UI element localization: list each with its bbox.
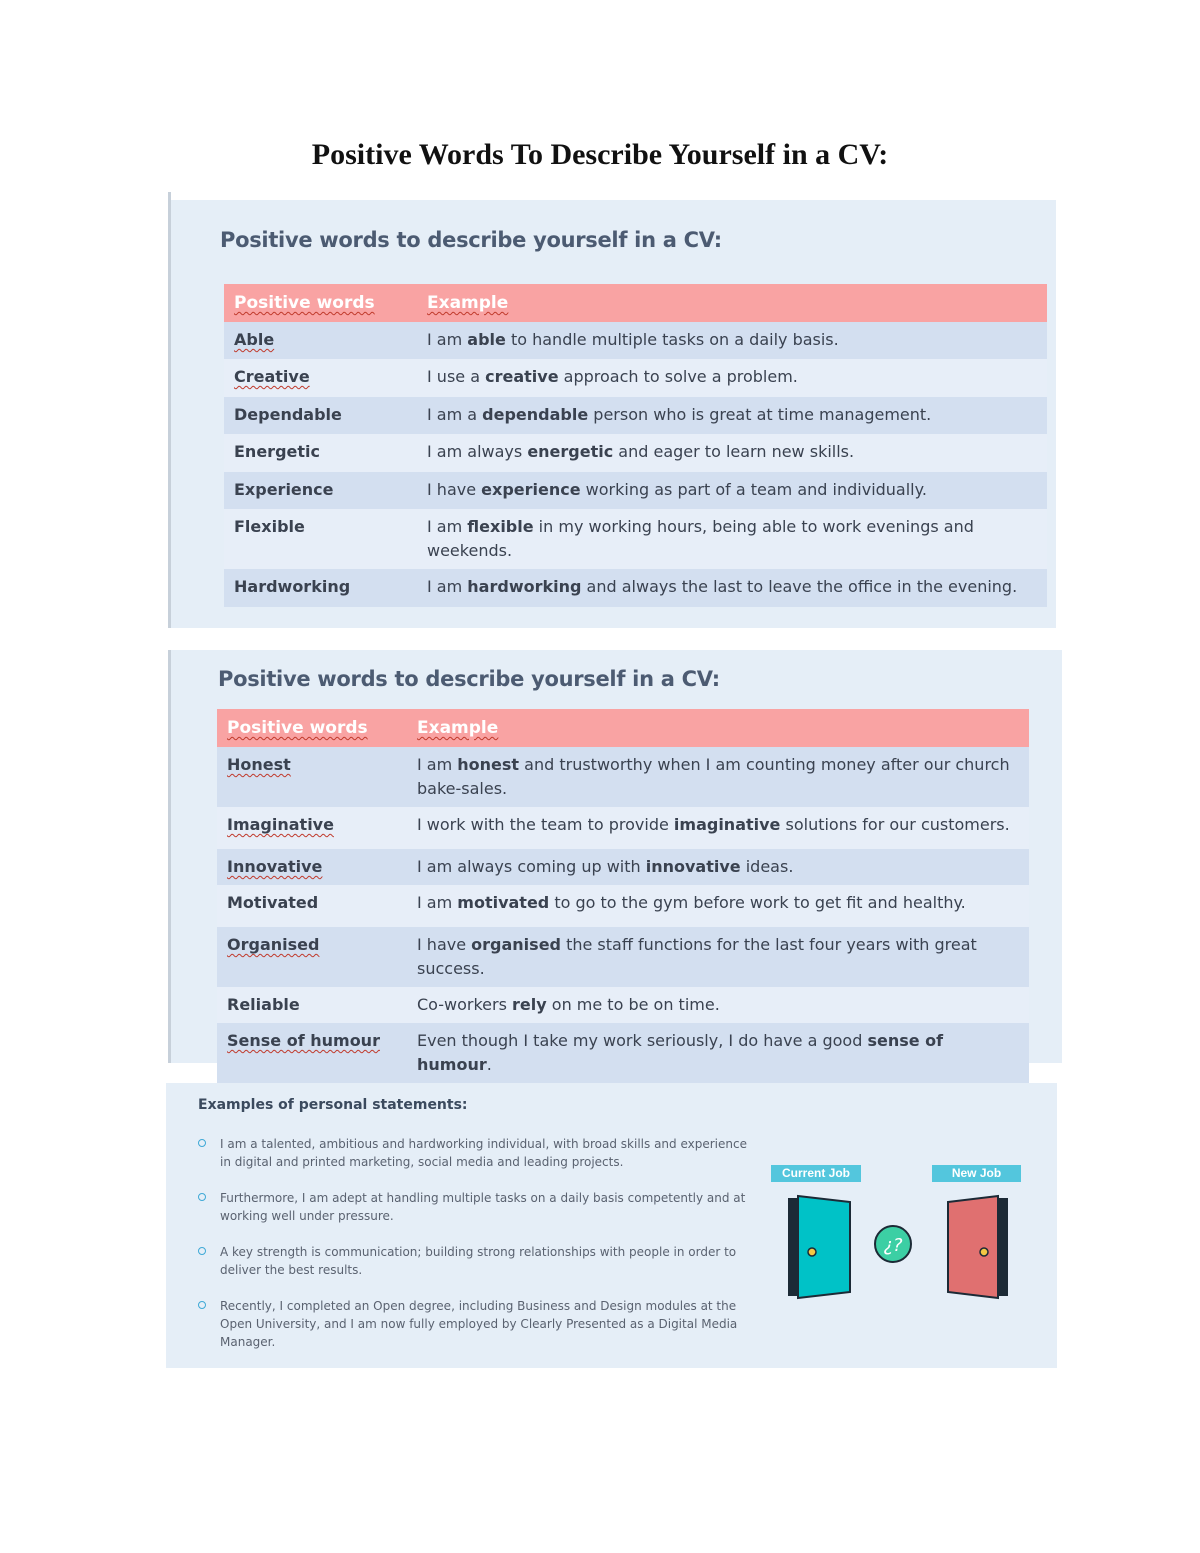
table-row bbox=[217, 987, 1029, 1023]
example-cell: I am honest and trustworthy when I am counting money after our church bake-sales. bbox=[407, 747, 1029, 807]
list-item: I am a talented, ambitious and hardworking individual, with broad skills and experience in digital and printed marketing, social media and leading projects. bbox=[198, 1135, 748, 1171]
positive-word-cell: Organised bbox=[217, 927, 407, 987]
positive-word-cell: Able bbox=[224, 322, 417, 359]
positive-word-cell: Reliable bbox=[217, 987, 407, 1023]
example-cell: I am always coming up with innovative ideas. bbox=[407, 849, 1029, 885]
example-cell: I use a creative approach to solve a problem. bbox=[417, 359, 1047, 397]
table-header-row bbox=[217, 709, 1029, 747]
panel-title: Positive words to describe yourself in a CV: bbox=[218, 667, 720, 691]
list-item: A key strength is communication; building strong relationships with people in order to deliver the best results. bbox=[198, 1243, 748, 1279]
positive-words-panel-1 bbox=[168, 200, 1056, 628]
example-cell: I am hardworking and always the last to leave the office in the evening. bbox=[417, 569, 1047, 607]
panel-divider bbox=[168, 192, 171, 628]
positive-word-cell: Creative bbox=[224, 359, 417, 397]
positive-word-cell: Dependable bbox=[224, 397, 417, 434]
example-cell: I have organised the staff functions for the last four years with great success. bbox=[407, 927, 1029, 987]
example-cell: I am motivated to go to the gym before work to get fit and healthy. bbox=[407, 885, 1029, 927]
bullet-icon bbox=[198, 1193, 206, 1201]
example-cell: I have experience working as part of a team and individually. bbox=[417, 472, 1047, 509]
positive-word-cell: Experience bbox=[224, 472, 417, 509]
positive-word-cell: Honest bbox=[217, 747, 407, 807]
table-row bbox=[217, 849, 1029, 885]
example-cell: Co-workers rely on me to be on time. bbox=[407, 987, 1029, 1023]
positive-word-cell: Energetic bbox=[224, 434, 417, 472]
table-row bbox=[224, 359, 1047, 397]
table-row bbox=[217, 927, 1029, 987]
personal-statements-title: Examples of personal statements: bbox=[198, 1097, 468, 1113]
panel-divider bbox=[168, 650, 171, 1063]
current-job-label: Current Job bbox=[771, 1165, 861, 1182]
positive-word-cell: Hardworking bbox=[224, 569, 417, 607]
new-job-label: New Job bbox=[932, 1165, 1021, 1182]
bullet-icon bbox=[198, 1301, 206, 1309]
positive-word-cell: Motivated bbox=[217, 885, 407, 927]
new-job-door-icon bbox=[948, 1196, 1008, 1298]
table-row bbox=[217, 807, 1029, 849]
positive-word-cell: Sense of humour bbox=[217, 1023, 407, 1083]
positive-words-table-2 bbox=[217, 709, 1029, 1083]
panel-title: Positive words to describe yourself in a CV: bbox=[220, 228, 722, 252]
svg-text:¿?: ¿? bbox=[883, 1235, 903, 1256]
bullet-icon bbox=[198, 1247, 206, 1255]
example-cell: I am a dependable person who is great at time management. bbox=[417, 397, 1047, 434]
table-row bbox=[224, 472, 1047, 509]
table-row bbox=[224, 434, 1047, 472]
document-title: Positive Words To Describe Yourself in a CV: bbox=[311, 138, 889, 171]
example-cell: I am flexible in my working hours, being able to work evenings and weekends. bbox=[417, 509, 1047, 569]
table-row bbox=[217, 885, 1029, 927]
positive-word-cell: Innovative bbox=[217, 849, 407, 885]
table-row bbox=[224, 397, 1047, 434]
current-job-door-icon bbox=[788, 1196, 850, 1298]
positive-word-cell: Flexible bbox=[224, 509, 417, 569]
personal-statements-list bbox=[198, 1135, 748, 1369]
positive-words-table-1 bbox=[224, 284, 1047, 607]
example-cell: I work with the team to provide imaginative solutions for our customers. bbox=[407, 807, 1029, 849]
table-row bbox=[217, 1023, 1029, 1083]
header-positive-words: Positive words bbox=[224, 284, 417, 322]
example-cell: I am always energetic and eager to learn new skills. bbox=[417, 434, 1047, 472]
table-header-row bbox=[224, 284, 1047, 322]
table-row bbox=[224, 509, 1047, 569]
doors-illustration bbox=[780, 1190, 1040, 1310]
header-example: Example bbox=[407, 709, 1029, 747]
positive-words-panel-2 bbox=[168, 650, 1062, 1074]
table-row bbox=[224, 322, 1047, 359]
example-cell: Even though I take my work seriously, I do have a good sense of humour. bbox=[407, 1023, 1029, 1083]
bullet-icon bbox=[198, 1139, 206, 1147]
example-cell: I am able to handle multiple tasks on a daily basis. bbox=[417, 322, 1047, 359]
question-icon bbox=[875, 1226, 911, 1262]
list-item: Recently, I completed an Open degree, including Business and Design modules at the Open University, and I am now fully employed by Clearly Presented as a Digital Media Manager. bbox=[198, 1297, 748, 1351]
table-row bbox=[224, 569, 1047, 607]
table-row bbox=[217, 747, 1029, 807]
positive-word-cell: Imaginative bbox=[217, 807, 407, 849]
list-item: Furthermore, I am adept at handling multiple tasks on a daily basis competently and at working well under pressure. bbox=[198, 1189, 748, 1225]
header-positive-words: Positive words bbox=[217, 709, 407, 747]
header-example: Example bbox=[417, 284, 1047, 322]
